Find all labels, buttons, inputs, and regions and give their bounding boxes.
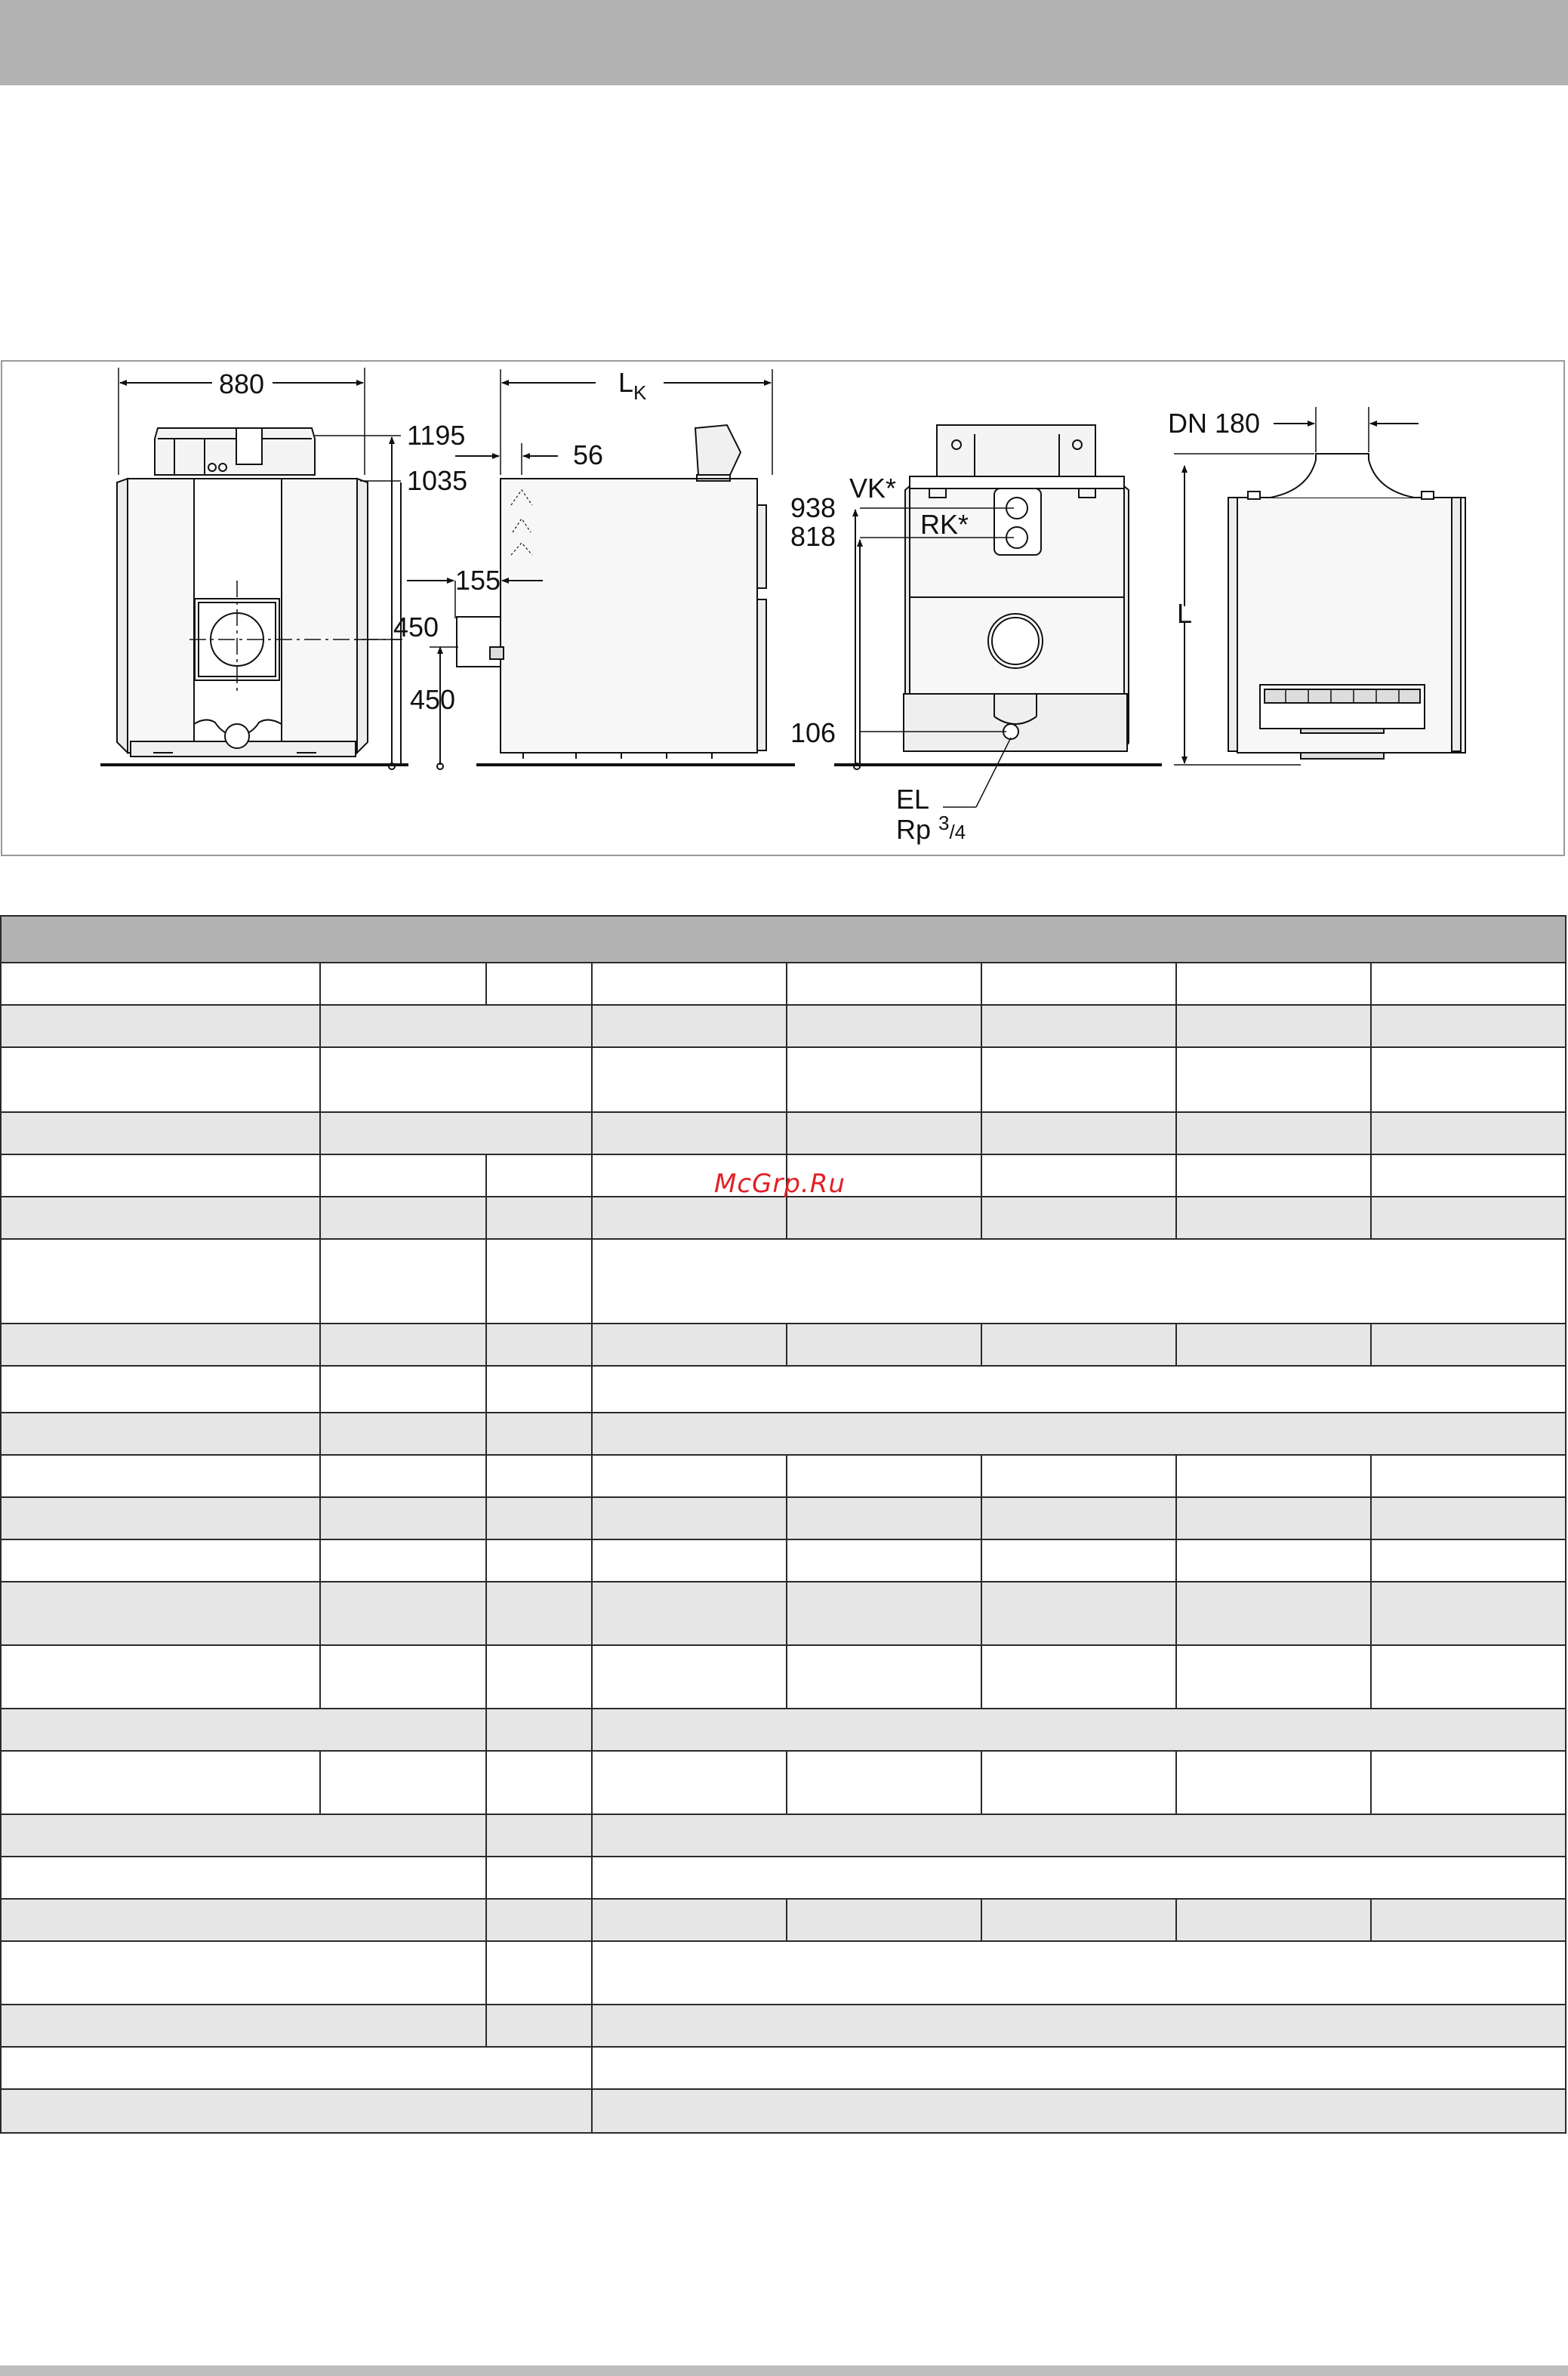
dim-height-total: 1195 — [407, 420, 466, 451]
table-row — [2, 1752, 1565, 1815]
dim-side-offset: 56 — [573, 439, 604, 470]
table-row — [2, 1709, 1565, 1752]
table-row — [2, 1582, 1565, 1646]
rk-label: RK* — [920, 509, 969, 540]
table-row — [2, 1456, 1565, 1498]
table-row — [2, 1498, 1565, 1540]
table-row — [2, 1324, 1565, 1367]
table-row — [2, 2090, 1565, 2132]
dim-flue-offset: 155 — [455, 565, 501, 596]
table-row — [2, 2005, 1565, 2048]
table-row — [2, 1197, 1565, 1240]
watermark-text: McGrp.Ru — [714, 1169, 846, 1199]
table-row — [2, 1540, 1565, 1582]
technical-data-table — [0, 915, 1566, 2134]
dim-length-kessel: $L_K$ — [618, 367, 647, 404]
el-label: EL — [896, 784, 930, 815]
el-thread: Rp $^3_{/4}$ — [896, 812, 966, 845]
table-row — [2, 1815, 1565, 1857]
dim-height-body: 1035 — [407, 465, 468, 496]
vk-label: VK* — [849, 473, 897, 504]
page-footer-band — [0, 2365, 1568, 2376]
table-row — [2, 1413, 1565, 1456]
dim-flue-dn: DN 180 — [1168, 408, 1261, 439]
table-row — [2, 1646, 1565, 1709]
table-row — [2, 1240, 1565, 1324]
front-view — [100, 368, 408, 769]
page-header-band — [0, 0, 1568, 85]
table-row — [2, 963, 1565, 1006]
dim-front-width: 880 — [219, 368, 265, 399]
dim-return-height: 450 — [410, 684, 456, 715]
table-row — [2, 1048, 1565, 1113]
table-row — [2, 1900, 1565, 1942]
table-row — [2, 1367, 1565, 1413]
dim-length-l: L — [1177, 598, 1193, 629]
dim-el-height: 106 — [790, 717, 836, 748]
table-header-band — [2, 917, 1565, 963]
dim-rk-height: 818 — [790, 521, 836, 552]
table-row — [2, 1857, 1565, 1900]
dim-vk-height: 938 — [790, 492, 836, 523]
dimension-drawing-svg — [2, 362, 1566, 858]
dim-flue-height: 450 — [393, 612, 439, 643]
dimension-drawing — [1, 360, 1565, 856]
table-row — [2, 1113, 1565, 1155]
table-row — [2, 2048, 1565, 2090]
table-row — [2, 1942, 1565, 2005]
flue-view — [1174, 407, 1465, 765]
table-row — [2, 1006, 1565, 1048]
